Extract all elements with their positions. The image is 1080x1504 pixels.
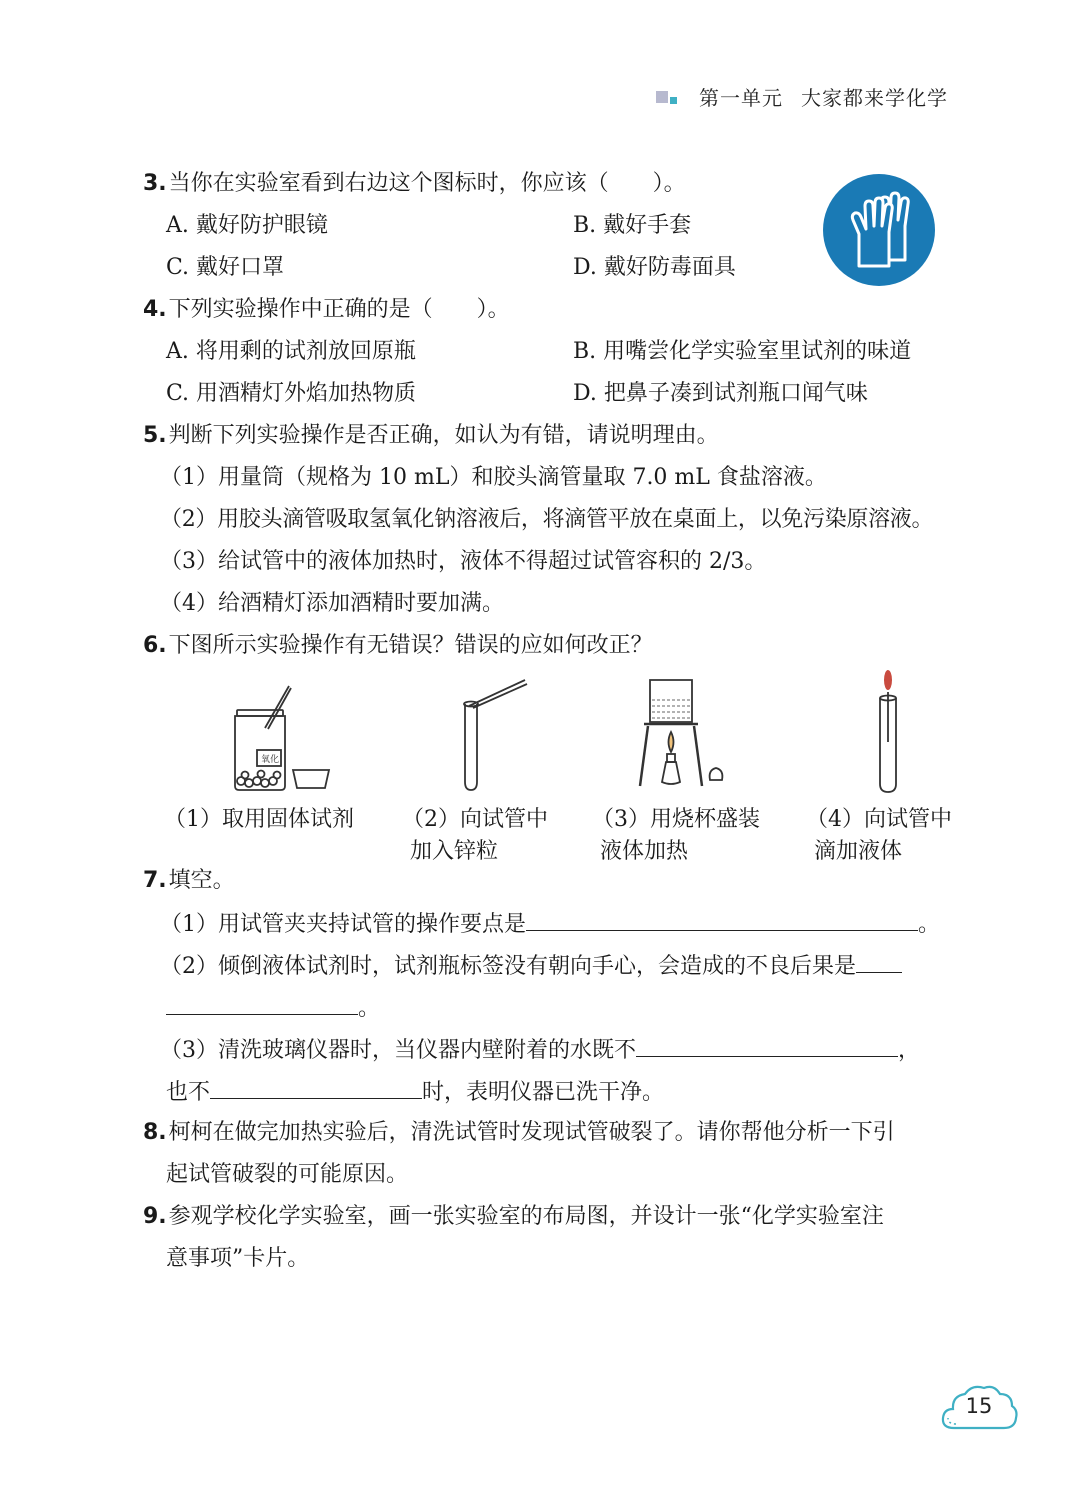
fill-item-text: （1）用试管夹夹持试管的操作要点是 (160, 912, 526, 937)
question-4 (143, 295, 510, 325)
caption-line: （2）向试管中 (402, 807, 548, 832)
fill-item-end: 。 (918, 912, 941, 937)
answer-blank[interactable] (210, 1076, 422, 1099)
solid-reagent-jar-figure (225, 680, 340, 795)
question-text: 柯柯在做完加热实验后，清洗试管时发现试管破裂了。请你帮他分析一下引 (168, 1120, 895, 1145)
jar-label: 氧化 (261, 755, 280, 765)
fill-item-3 (160, 1034, 920, 1066)
unit-title: 大家都来学化学 (801, 86, 948, 110)
wear-gloves-sign-icon (823, 174, 935, 286)
caption-line: （4）向试管中 (806, 807, 952, 832)
question-text: 当你在实验室看到右边这个图标时，你应该（ ）。 (168, 171, 686, 196)
option-c: C. 戴好口罩 (166, 255, 285, 280)
question-text: 判断下列实验操作是否正确，如认为有错，请说明理由。 (168, 423, 719, 448)
question-8 (143, 1118, 895, 1148)
question-text: 参观学校化学实验室，画一张实验室的布局图，并设计一张“化学实验室注 (168, 1204, 884, 1229)
question-number: 6. (143, 633, 167, 658)
caption-line: 加入锌粒 (410, 839, 499, 864)
sub-item-1: （1）用量筒（规格为 10 mL）和胶头滴管量取 7.0 mL 食盐溶液。 (160, 465, 827, 490)
figure-caption-2 (402, 804, 548, 868)
question-8-continued: 起试管破裂的可能原因。 (166, 1162, 409, 1187)
option-d: D. 把鼻子凑到试剂瓶口闻气味 (573, 381, 868, 406)
sub-item-2: （2）用胶头滴管吸取氢氧化钠溶液后，将滴管平放在桌面上，以免污染原溶液。 (160, 507, 934, 532)
test-tube-tweezers-figure (455, 676, 535, 796)
fill-item-end: ， (898, 1038, 921, 1063)
beaker-heating-figure (636, 674, 736, 794)
header-decoration-square (656, 91, 668, 103)
question-text: 下图所示实验操作有无错误？错误的应如何改正？ (168, 633, 653, 658)
question-5 (143, 421, 719, 451)
fill-item-text: 时，表明仪器已洗干净。 (422, 1080, 665, 1105)
figure-caption-4 (806, 804, 952, 868)
header-decoration-square-small (670, 97, 677, 104)
question-text: 下列实验操作中正确的是（ ）。 (168, 297, 510, 322)
question-number: 9. (143, 1204, 167, 1229)
option-a: A. 将用剩的试剂放回原瓶 (166, 339, 416, 364)
fill-item-end: 。 (358, 996, 381, 1021)
caption-line: （1）取用固体试剂 (164, 807, 354, 832)
fill-item-2-continued (166, 992, 380, 1024)
caption-line: 液体加热 (600, 839, 689, 864)
unit-label: 第一单元 (699, 86, 783, 110)
question-number: 8. (143, 1120, 167, 1145)
option-a: A. 戴好防护眼镜 (166, 213, 328, 238)
fill-item-text: 也不 (166, 1080, 211, 1105)
fill-item-2 (160, 950, 902, 982)
option-d: D. 戴好防毒面具 (573, 255, 736, 280)
running-header (656, 82, 948, 111)
fill-item-1 (160, 908, 940, 940)
figure-caption-1 (164, 804, 354, 836)
answer-blank[interactable] (636, 1034, 898, 1057)
question-7 (143, 866, 235, 896)
question-3 (143, 169, 686, 199)
page-number: 15 (965, 1394, 993, 1418)
fill-item-3-continued (166, 1076, 664, 1108)
question-9 (143, 1202, 884, 1232)
answer-blank[interactable] (856, 950, 902, 973)
sub-item-4: （4）给酒精灯添加酒精时要加满。 (160, 591, 504, 616)
figure-caption-3 (592, 804, 760, 868)
option-b: B. 用嘴尝化学实验室里试剂的味道 (573, 339, 912, 364)
sub-item-3: （3）给试管中的液体加热时，液体不得超过试管容积的 2/3。 (160, 549, 767, 574)
option-b: B. 戴好手套 (573, 213, 692, 238)
caption-line: （3）用烧杯盛装 (592, 807, 760, 832)
caption-line: 滴加液体 (814, 839, 903, 864)
fill-item-text: （2）倾倒液体试剂时，试剂瓶标签没有朝向手心，会造成的不良后果是 (160, 954, 856, 979)
option-c: C. 用酒精灯外焰加热物质 (166, 381, 417, 406)
fill-item-text: （3）清洗玻璃仪器时，当仪器内壁附着的水既不 (160, 1038, 636, 1063)
answer-blank[interactable] (526, 908, 918, 931)
question-number: 3. (143, 171, 167, 196)
question-number: 7. (143, 868, 167, 893)
question-6 (143, 631, 653, 661)
question-number: 4. (143, 297, 167, 322)
test-tube-dropper-figure (868, 668, 908, 796)
header-text (699, 82, 948, 111)
question-text: 填空。 (168, 868, 235, 893)
question-9-continued: 意事项”卡片。 (166, 1246, 310, 1271)
question-number: 5. (143, 423, 167, 448)
answer-blank[interactable] (166, 992, 358, 1015)
